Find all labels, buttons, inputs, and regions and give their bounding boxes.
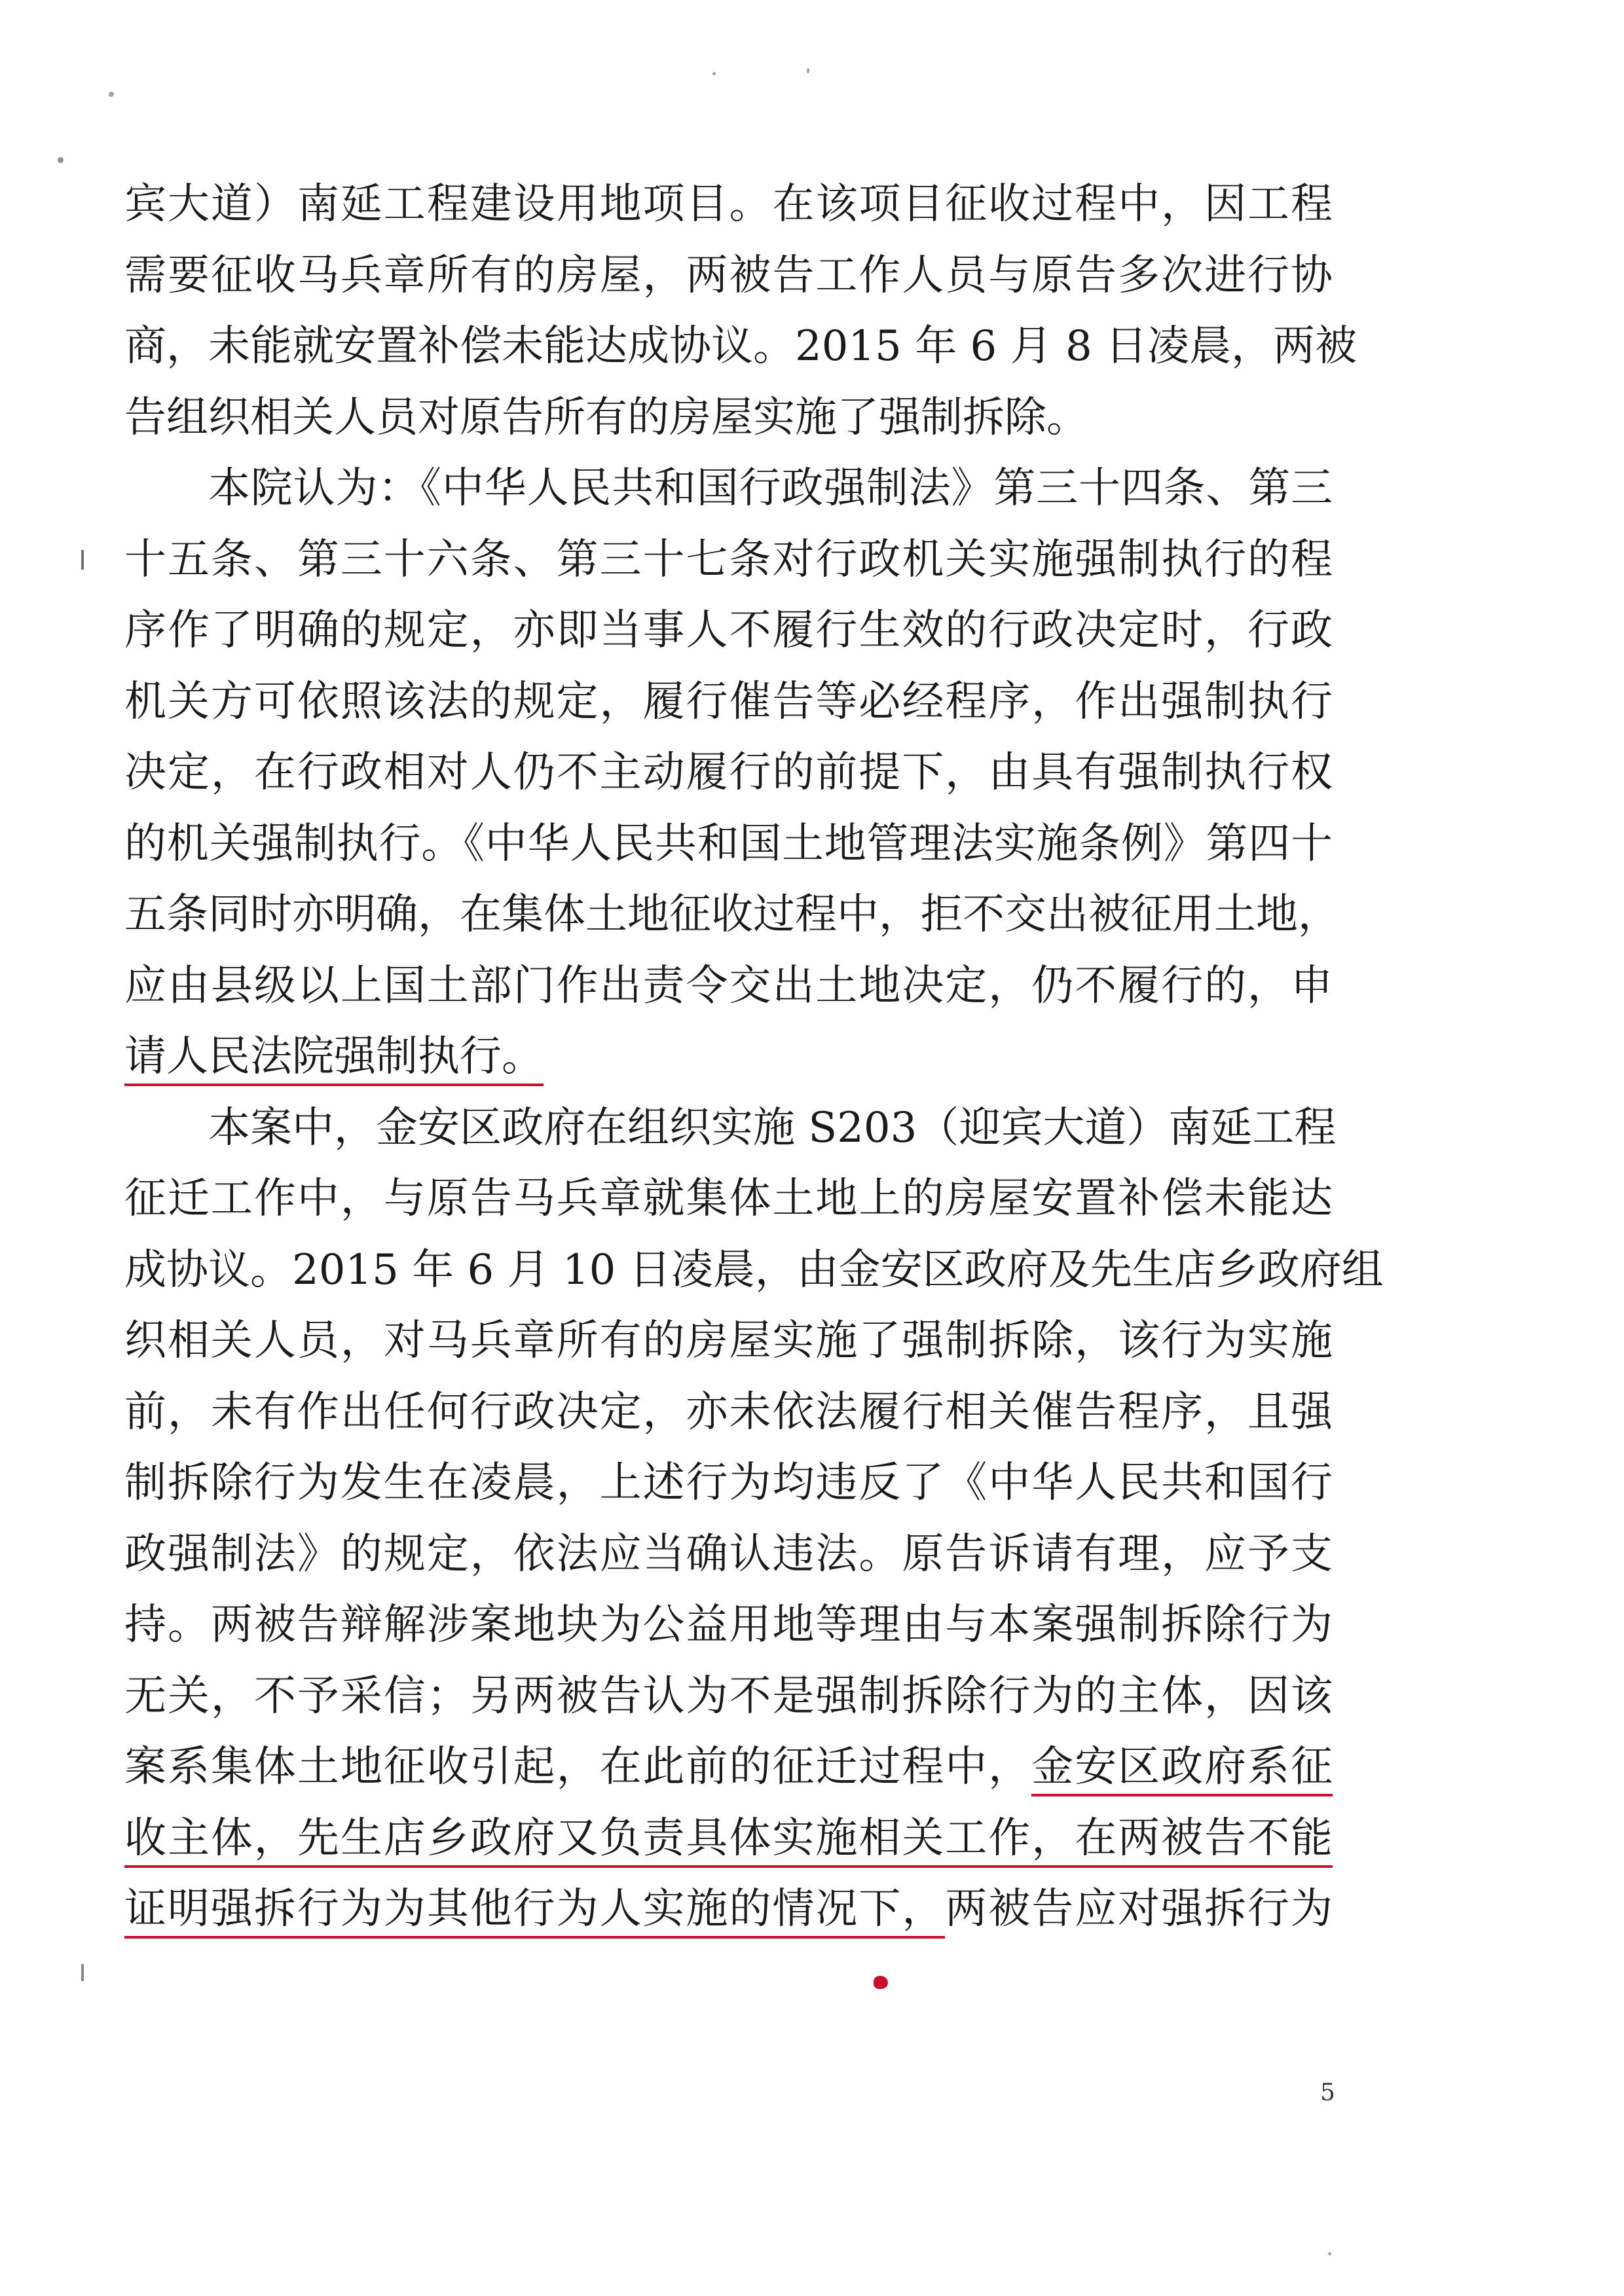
text-line-underlined	[124, 1803, 1333, 1874]
text-line: 需要征收马兵章所有的房屋，两被告工作人员与原告多次进行协	[124, 251, 1333, 300]
red-ink-blot	[874, 1976, 888, 1989]
scan-speck	[58, 157, 64, 163]
text-line: 应由县级以上国土部门作出责令交出土地决定，仍不履行的，申	[124, 961, 1333, 1010]
text-line: 无关，不予采信；另两被告认为不是强制拆除行为的主体，因该	[124, 1671, 1333, 1721]
red-pen-underline: 金安区政府系征	[1031, 1743, 1333, 1796]
text-line: 本案中，金安区政府在组织实施 S203（迎宾大道）南延工程	[208, 1103, 1337, 1152]
text-line: 十五条、第三十六条、第三十七条对行政机关实施强制执行的程	[124, 535, 1333, 584]
scan-speck	[712, 72, 716, 75]
paragraph-court-opinion	[124, 453, 1340, 1093]
red-pen-underline: 请人民法院强制执行。	[124, 1032, 544, 1086]
red-pen-underline: 在两被告不能	[1075, 1814, 1333, 1868]
document-body	[124, 169, 1384, 1945]
text-line: 制拆除行为发生在凌晨，上述行为均违反了《中华人民共和国行	[124, 1459, 1333, 1507]
scan-speck	[109, 92, 114, 97]
text-segment: 案系集体土地征收引起，在此前的征迁过程中，	[124, 1743, 1032, 1791]
text-line: 的机关强制执行。《中华人民共和国土地管理法实施条例》第四十	[124, 819, 1333, 868]
text-line: 商，未能就安置补偿未能达成协议。2015 年 6 月 8 日凌晨，两被	[124, 322, 1357, 371]
text-line: 决定，在行政相对人仍不主动履行的前提下，由具有强制执行权	[124, 748, 1333, 797]
scan-speck	[807, 68, 809, 73]
text-line-underlined	[124, 1021, 1333, 1093]
text-line: 机关方可依照该法的规定，履行催告等必经程序，作出强制执行	[124, 677, 1333, 726]
text-line: 前，未有作出任何行政决定，亦未依法履行相关催告程序，且强	[124, 1387, 1333, 1436]
text-line: 织相关人员，对马兵章所有的房屋实施了强制拆除，该行为实施	[124, 1317, 1333, 1365]
paragraph-case-analysis	[124, 1093, 1384, 1945]
page-number: 5	[1320, 2079, 1335, 2106]
text-line: 政强制法》的规定，依法应当确认违法。原告诉请有理，应予支	[124, 1529, 1333, 1578]
red-pen-underline: 证明强拆行为为其他行为人实施的情况下，	[124, 1885, 945, 1939]
text-line-partly-underlined	[124, 1874, 1333, 1945]
text-line-partly-underlined	[124, 1732, 1333, 1803]
text-line: 本院认为：《中华人民共和国行政强制法》第三十四条、第三	[208, 464, 1333, 513]
paragraph-continuation	[124, 169, 1357, 453]
margin-mark	[81, 550, 84, 570]
text-segment: 两被告应对强拆行为	[945, 1885, 1333, 1933]
text-line: 序作了明确的规定，亦即当事人不履行生效的行政决定时，行政	[124, 606, 1333, 655]
text-line: 宾大道）南延工程建设用地项目。在该项目征收过程中，因工程	[124, 180, 1333, 228]
text-line: 成协议。2015 年 6 月 10 日凌晨，由金安区政府及先生店乡政府组	[124, 1245, 1384, 1294]
scan-speck	[1328, 2252, 1331, 2255]
text-line: 五条同时亦明确，在集体土地征收过程中，拒不交出被征用土地，	[124, 890, 1340, 939]
red-pen-underline: 先生店乡政府又负责具体实施相关工作，	[297, 1814, 1075, 1868]
text-line: 征迁工作中，与原告马兵章就集体土地上的房屋安置补偿未能达	[124, 1175, 1333, 1223]
text-line: 告组织相关人员对原告所有的房屋实施了强制拆除。	[124, 393, 1088, 442]
text-line: 持。两被告辩解涉案地块为公益用地等理由与本案强制拆除行为	[124, 1601, 1333, 1649]
red-pen-underline: 收主体，	[124, 1814, 297, 1868]
margin-mark	[81, 1964, 84, 1981]
